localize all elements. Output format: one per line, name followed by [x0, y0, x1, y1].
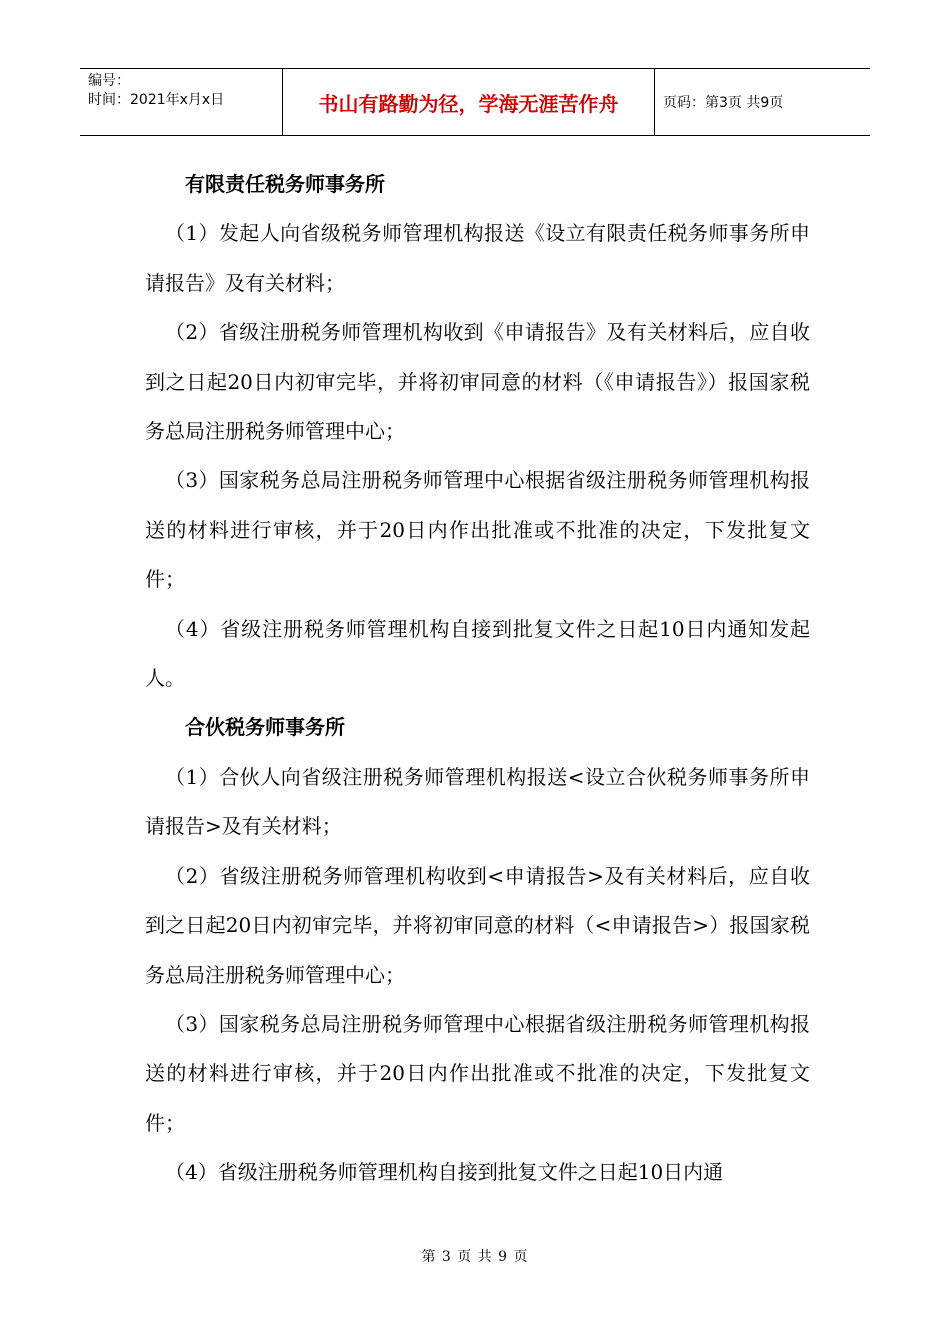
paragraph: （3）国家税务总局注册税务师管理中心根据省级注册税务师管理机构报送的材料进行审核，并于20日内作出批准或不批准的决定，下发批复文件； — [145, 1011, 810, 1135]
section-heading-partnership: 合伙税务师事务所 — [185, 715, 345, 740]
document-time-label: 时间：2021年x月x日 — [88, 92, 225, 108]
document-number-label: 编号： — [88, 73, 130, 89]
header-motto: 书山有路勤为径，学海无涯苦作舟 — [283, 69, 655, 135]
paragraph: （4）省级注册税务师管理机构自接到批复文件之日起10日内通 — [165, 1160, 724, 1185]
paragraph: （2）省级注册税务师管理机构收到<申请报告>及有关材料后，应自收到之日起20日内初审完毕，并将初审同意的材料（<申请报告>）报国家税务总局注册税务师管理中心； — [145, 863, 810, 987]
page-footer: 第 3 页 共 9 页 — [421, 1249, 529, 1265]
paragraph: （3）国家税务总局注册税务师管理中心根据省级注册税务师管理机构报送的材料进行审核，并于20日内作出批准或不批准的决定，下发批复文件； — [145, 468, 810, 592]
header-meta — [80, 69, 283, 135]
document-body — [145, 160, 810, 1198]
paragraph: （1）合伙人向省级注册税务师管理机构报送<设立合伙税务师事务所申请报告>及有关材料； — [145, 764, 810, 839]
paragraph: （4）省级注册税务师管理机构自接到批复文件之日起10日内通知发起人。 — [145, 616, 810, 691]
header-page-info: 页码：第3页 共9页 — [663, 95, 784, 111]
paragraph: （1）发起人向省级税务师管理机构报送《设立有限责任税务师事务所申请报告》及有关材料； — [145, 221, 810, 295]
document-header — [80, 68, 870, 136]
paragraph: （2）省级注册税务师管理机构收到《申请报告》及有关材料后，应自收到之日起20日内初审完毕，并将初审同意的材料（《申请报告》）报国家税务总局注册税务师管理中心； — [145, 320, 810, 444]
section-heading-limited-liability: 有限责任税务师事务所 — [185, 172, 385, 196]
